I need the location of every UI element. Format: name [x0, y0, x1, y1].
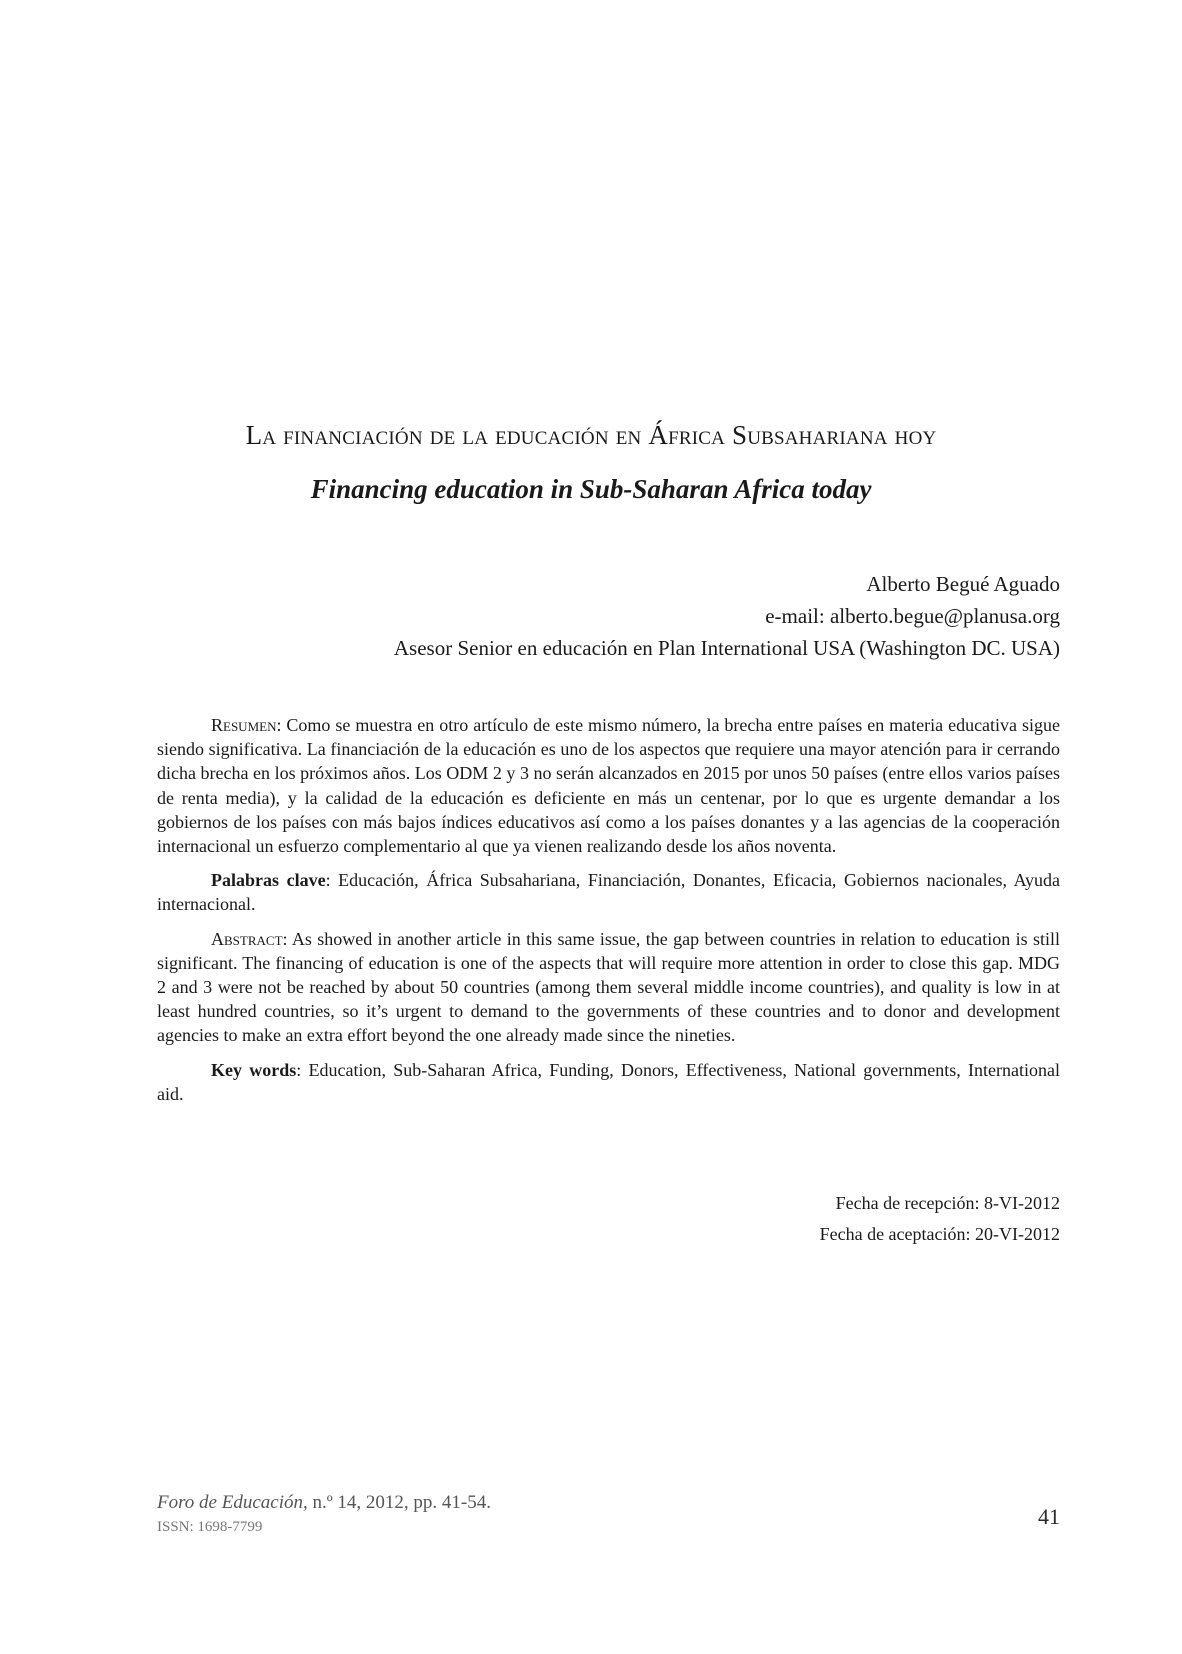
- footer-citation: [157, 1490, 491, 1538]
- article-title-english: Financing education in Sub-Saharan Africa today: [310, 474, 872, 504]
- key-words-paragraph: [157, 1058, 1060, 1106]
- abstract-label: Abstract: [211, 928, 283, 949]
- author-name: Alberto Begué Aguado: [866, 572, 1060, 596]
- journal-name: Foro de Educación: [157, 1492, 303, 1513]
- author-email: e-mail: alberto.begue@planusa.org: [765, 604, 1060, 628]
- abstract-paragraph: [157, 927, 1060, 1048]
- abstract-separator: :: [282, 928, 288, 949]
- key-words-separator: :: [296, 1059, 302, 1080]
- palabras-clave-label: Palabras clave: [211, 870, 326, 891]
- abstract-text: As showed in another article in this same issue, the gap between countries in relation to education is still significant. The financing of education is one of the aspects that will require more attention in order to close this gap. MDG 2 and 3 were not be reached by about 50 countries (among them several middle income countries), and quality is low in at least hundred countries, so it’s urgent to demand to the governments of these countries and to donor and development agencies to make an extra effort beyond the one already made since the nineties.: [157, 928, 1060, 1046]
- page-number: 41: [1038, 1504, 1060, 1529]
- article-title-spanish: La financiación de la educación en África Subsahariana hoy: [245, 420, 937, 450]
- resumen-separator: :: [276, 715, 282, 735]
- palabras-clave-paragraph: [157, 868, 1060, 916]
- key-words-text: Education, Sub-Saharan Africa, Funding, Donors, Effectiveness, National governments, International aid.: [157, 1059, 1060, 1104]
- acceptance-date: Fecha de aceptación: 20-VI-2012: [819, 1224, 1060, 1244]
- abstract-section: [157, 713, 1060, 1106]
- citation-details: , n.º 14, 2012, pp. 41-54.: [302, 1492, 491, 1513]
- journal-citation: [157, 1490, 491, 1516]
- dates-block: [820, 1188, 1060, 1250]
- resumen-text: Como se muestra en otro artículo de este mismo número, la brecha entre países en materia educativa sigue siendo significativa. La financiación de la educación es uno de los aspectos que requiere una mayor atención para ir cerrando dicha brecha en los próximos años. Los ODM 2 y 3 no serán alcanzados en 2015 por unos 50 países (entre ellos varios países de renta media), y la calidad de la educación es deficiente en más un centenar, por lo que es urgente demandar a los gobiernos de los países con más bajos índices educativos así como a los países donantes y a las agencias de la cooperación internacional un esfuerzo complementario al que ya vienen realizando desde los años noventa.: [157, 715, 1060, 857]
- author-affiliation: Asesor Senior en educación en Plan International USA (Washington DC. USA): [393, 636, 1060, 660]
- resumen-paragraph: [157, 713, 1060, 858]
- reception-date: Fecha de recepción: 8-VI-2012: [835, 1193, 1060, 1213]
- issn: ISSN: 1698-7799: [157, 1519, 263, 1535]
- resumen-label: Resumen: [211, 715, 277, 735]
- author-block: [394, 568, 1060, 664]
- key-words-label: Key words: [211, 1059, 297, 1080]
- palabras-clave-text: Educación, África Subsahariana, Financiación, Donantes, Eficacia, Gobiernos nacionales, Ayuda internacional.: [157, 870, 1060, 915]
- palabras-clave-separator: :: [325, 870, 331, 891]
